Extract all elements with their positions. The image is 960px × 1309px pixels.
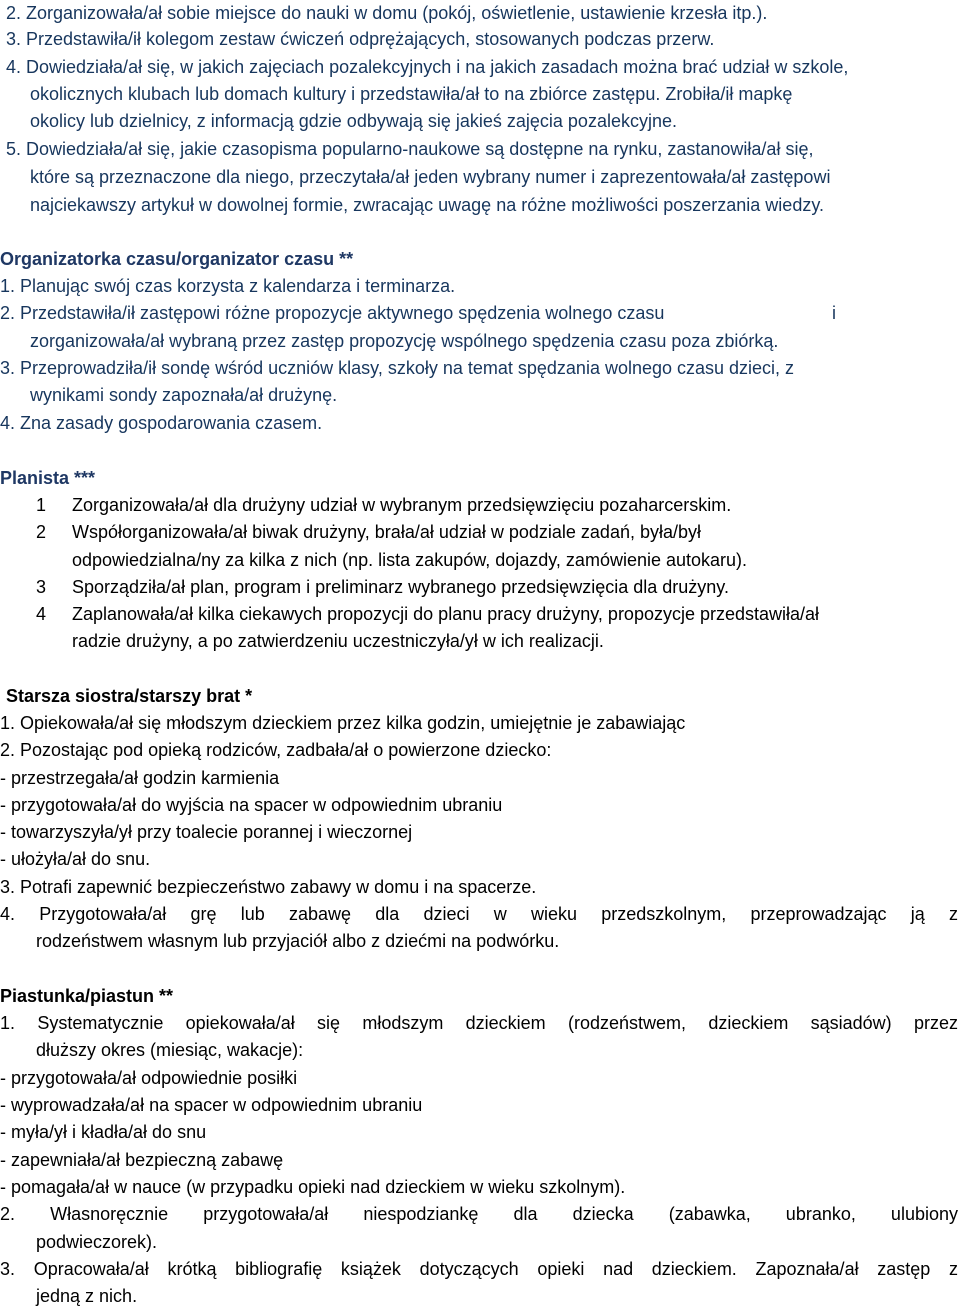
planner-item-num: 3 bbox=[36, 577, 47, 597]
section-title-planner: Planista *** bbox=[0, 468, 96, 488]
organizer-line-3: zorganizowała/ał wybraną przez zastęp propozycję wspólnego spędzenia czasu poza zbiórką. bbox=[30, 331, 779, 351]
sibling-line-1: 1. Opiekowała/ał się młodszym dzieckiem przez kilka godzin, umiejętnie je zabawiając bbox=[0, 713, 686, 733]
planner-item-text: Zaplanowała/ał kilka ciekawych propozycji do planu pracy drużyny, propozycje przedstawiła/ał bbox=[72, 604, 820, 624]
sibling-line-9: rodzeństwem własnym lub przyjaciół albo z dziećmi na podwórku. bbox=[36, 931, 560, 951]
planner-item-num: 2 bbox=[36, 522, 47, 542]
section-title-organizer: Organizatorka czasu/organizator czasu ** bbox=[0, 249, 354, 269]
organizer-line-2-end: i bbox=[832, 303, 836, 323]
sibling-line-2: 2. Pozostając pod opieką rodziców, zadbała/ał o powierzone dziecko: bbox=[0, 740, 552, 760]
intro-line-6: 5. Dowiedziała/ał się, jakie czasopisma popularno-naukowe są dostępne na rynku, zastanowiła/ał się, bbox=[6, 139, 814, 159]
intro-line-8: najciekawszy artykuł w dowolnej formie, zwracając uwagę na różne możliwości poszerzania wiedzy. bbox=[30, 195, 824, 215]
sibling-line-5: - towarzyszyła/ył przy toalecie porannej i wieczornej bbox=[0, 822, 413, 842]
sibling-line-6: - ułożyła/ał do snu. bbox=[0, 849, 151, 869]
planner-item-text: radzie drużyny, a po zatwierdzeniu uczestniczyła/ył w ich realizacji. bbox=[72, 631, 604, 651]
nanny-line-5: - myła/ył i kładła/ał do snu bbox=[0, 1122, 207, 1142]
nanny-line-11: jedną z nich. bbox=[36, 1286, 138, 1306]
organizer-line-6: 4. Zna zasady gospodarowania czasem. bbox=[0, 413, 323, 433]
nanny-line-9: podwieczorek). bbox=[36, 1232, 158, 1252]
nanny-line-10: 3. Opracowała/ał krótką bibliografię książek dotyczących opieki nad dzieckiem. Zapoznała/ał zastęp z bbox=[0, 1259, 958, 1279]
organizer-line-5: wynikami sondy zapoznała/ał drużynę. bbox=[30, 385, 338, 405]
nanny-line-4: - wyprowadzała/ał na spacer w odpowiednim ubraniu bbox=[0, 1095, 423, 1115]
nanny-line-6: - zapewniała/ał bezpieczną zabawę bbox=[0, 1150, 284, 1170]
sibling-line-7: 3. Potrafi zapewnić bezpieczeństwo zabawy w domu i na spacerze. bbox=[0, 877, 537, 897]
intro-line-3: 4. Dowiedziała/ał się, w jakich zajęciach pozalekcyjnych i na jakich zasadach można brać udział w szkole, bbox=[6, 57, 849, 77]
nanny-line-7: - pomagała/ał w nauce (w przypadku opieki nad dzieckiem w wieku szkolnym). bbox=[0, 1177, 626, 1197]
planner-item-text: Współorganizowała/ał biwak drużyny, brała/ał udział w podziale zadań, była/był bbox=[72, 522, 701, 542]
nanny-line-3: - przygotowała/ał odpowiednie posiłki bbox=[0, 1068, 298, 1088]
intro-line-7: które są przeznaczone dla niego, przeczytała/ał jeden wybrany numer i zaprezentowała/ał zastępowi bbox=[30, 167, 831, 187]
planner-item-text: Sporządziła/ał plan, program i preliminarz wybranego przedsięwzięcia dla drużyny. bbox=[72, 577, 729, 597]
sibling-line-4: - przygotowała/ał do wyjścia na spacer w odpowiednim ubraniu bbox=[0, 795, 503, 815]
section-title-sibling: Starsza siostra/starszy brat * bbox=[6, 686, 253, 706]
intro-line-5: okolicy lub dzielnicy, z informacją gdzie odbywają się jakieś zajęcia pozalekcyjne. bbox=[30, 111, 677, 131]
nanny-line-8: 2. Własnoręcznie przygotowała/ał niespodziankę dla dziecka (zabawka, ubranko, ulubiony bbox=[0, 1204, 958, 1224]
nanny-line-2: dłuższy okres (miesiąc, wakacje): bbox=[36, 1040, 304, 1060]
planner-item-num: 4 bbox=[36, 604, 47, 624]
intro-line-4: okolicznych klubach lub domach kultury i przedstawiła/ał to na zbiórce zastępu. Zrobiła/ił mapkę bbox=[30, 84, 793, 104]
planner-item-text: odpowiedzialna/ny za kilka z nich (np. lista zakupów, dojazdy, zamówienie autokaru). bbox=[72, 550, 748, 570]
planner-item-text: Zorganizowała/ał dla drużyny udział w wybranym przedsięwzięciu pozaharcerskim. bbox=[72, 495, 732, 515]
organizer-line-1: 1. Planując swój czas korzysta z kalendarza i terminarza. bbox=[0, 276, 456, 296]
planner-item-num: 1 bbox=[36, 495, 47, 515]
organizer-line-4: 3. Przeprowadziła/ił sondę wśród uczniów klasy, szkoły na temat spędzania wolnego czasu dzieci, z bbox=[0, 358, 795, 378]
sibling-line-8: 4. Przygotowała/ał grę lub zabawę dla dzieci w wieku przedszkolnym, przeprowadzając ją z bbox=[0, 904, 958, 924]
intro-line-2: 3. Przedstawiła/ił kolegom zestaw ćwiczeń odprężających, stosowanych podczas przerw. bbox=[6, 29, 715, 49]
intro-line-1: 2. Zorganizowała/ał sobie miejsce do nauki w domu (pokój, oświetlenie, ustawienie krzesła itp.). bbox=[6, 3, 768, 23]
nanny-line-1: 1. Systematycznie opiekowała/ał się młodszym dzieckiem (rodzeństwem, dzieckiem sąsiadów) przez bbox=[0, 1013, 958, 1033]
sibling-line-3: - przestrzegała/ał godzin karmienia bbox=[0, 768, 280, 788]
organizer-line-2: 2. Przedstawiła/ił zastępowi różne propozycje aktywnego spędzenia wolnego czasu bbox=[0, 303, 665, 323]
section-title-nanny: Piastunka/piastun ** bbox=[0, 986, 174, 1006]
